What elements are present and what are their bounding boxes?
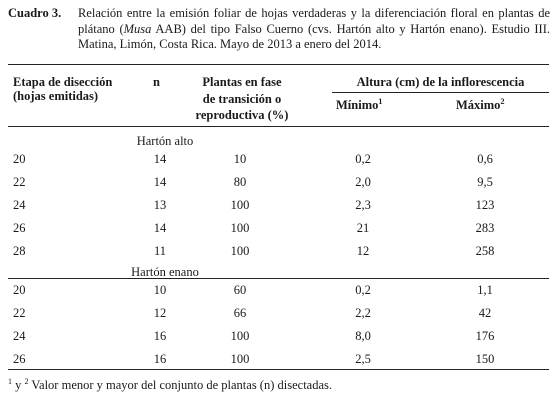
- cell-min: 21: [356, 221, 370, 235]
- cell-max: 0,6: [477, 152, 493, 166]
- cell-plantas: 100: [230, 198, 250, 212]
- group-label: Hartón enano: [131, 265, 199, 279]
- altura-subheader-rule: [332, 92, 549, 93]
- table-caption: [8, 6, 550, 53]
- cell-min: 8,0: [355, 329, 371, 343]
- cell-etapa: 20: [13, 152, 26, 166]
- cell-max: 42: [478, 306, 492, 320]
- header-maximo-label: Máximo: [456, 98, 501, 112]
- cell-max: 9,5: [477, 175, 493, 189]
- header-n: n: [153, 75, 160, 89]
- header-altura: Altura (cm) de la inflorescencia: [356, 75, 525, 89]
- cell-min: 2,2: [355, 306, 371, 320]
- cell-etapa: 22: [13, 175, 26, 189]
- table-footnote: [8, 378, 332, 393]
- header-bottom-rule: [8, 126, 549, 127]
- cell-min: 12: [356, 244, 370, 258]
- cell-plantas: 100: [230, 352, 250, 366]
- cell-n: 14: [153, 221, 167, 235]
- cell-max: 123: [475, 198, 495, 212]
- footnote-sup2: 2: [24, 376, 29, 386]
- cell-max: 176: [475, 329, 495, 343]
- cell-max: 258: [475, 244, 495, 258]
- cell-plantas: 10: [233, 152, 247, 166]
- cell-etapa: 22: [13, 306, 26, 320]
- cell-etapa: 24: [13, 329, 26, 343]
- table-top-rule: [8, 64, 549, 65]
- cell-etapa: 28: [13, 244, 26, 258]
- table-bottom-rule: [8, 369, 549, 370]
- cell-n: 12: [153, 306, 167, 320]
- caption-text-part1: Relación entre la emisión foliar de hojas verdaderas y la diferenciación floral en plantas de plátano (: [78, 6, 550, 36]
- cell-n: 14: [153, 152, 167, 166]
- cell-min: 2,3: [355, 198, 371, 212]
- footnote-text: Valor menor y mayor del conjunto de plantas (n) disectadas.: [28, 378, 333, 392]
- cell-min: 2,0: [355, 175, 371, 189]
- header-etapa-line1: Etapa de disección: [13, 75, 113, 89]
- header-minimo: [336, 98, 382, 113]
- cell-min: 0,2: [355, 152, 371, 166]
- cell-n: 10: [153, 283, 167, 297]
- header-etapa-line2: (hojas emitidas): [13, 89, 99, 103]
- cell-n: 11: [153, 244, 167, 258]
- cell-min: 2,5: [355, 352, 371, 366]
- cell-etapa: 20: [13, 283, 26, 297]
- group-divider-rule: [8, 278, 549, 279]
- cell-plantas: 100: [230, 221, 250, 235]
- header-maximo-sup: 2: [500, 96, 505, 106]
- header-minimo-label: Mínimo: [336, 98, 379, 112]
- cell-n: 16: [153, 352, 167, 366]
- cell-max: 1,1: [477, 283, 493, 297]
- cell-plantas: 100: [230, 244, 250, 258]
- cell-plantas: 66: [233, 306, 247, 320]
- cell-min: 0,2: [355, 283, 371, 297]
- header-plantas-line2: de transición o: [202, 92, 282, 106]
- header-minimo-sup: 1: [378, 96, 383, 106]
- cell-max: 150: [475, 352, 495, 366]
- caption-text-italic: Musa: [123, 21, 152, 36]
- cell-n: 13: [153, 198, 167, 212]
- cell-plantas: 60: [233, 283, 247, 297]
- cell-max: 283: [475, 221, 495, 235]
- header-maximo: [456, 98, 504, 113]
- cell-etapa: 26: [13, 352, 26, 366]
- caption-text-part2: AAB) del tipo Falso Cuerno (cvs. Hartón alto y Hartón enano). Estudio III. Matina, Limón, Costa Rica. Mayo de 2013 a enero del 2014.: [78, 21, 550, 51]
- cell-etapa: 24: [13, 198, 26, 212]
- caption-text: [78, 6, 550, 53]
- cell-etapa: 26: [13, 221, 26, 235]
- footnote-mid: y: [12, 378, 25, 392]
- caption-label: Cuadro 3.: [8, 6, 62, 20]
- cell-n: 16: [153, 329, 167, 343]
- footnote-sup1: 1: [8, 376, 12, 386]
- header-plantas-line1: Plantas en fase: [202, 75, 282, 89]
- cell-plantas: 100: [230, 329, 250, 343]
- group-label: Hartón alto: [136, 134, 194, 148]
- header-plantas-line3: reproductiva (%): [195, 108, 289, 122]
- cell-plantas: 80: [233, 175, 247, 189]
- cell-n: 14: [153, 175, 167, 189]
